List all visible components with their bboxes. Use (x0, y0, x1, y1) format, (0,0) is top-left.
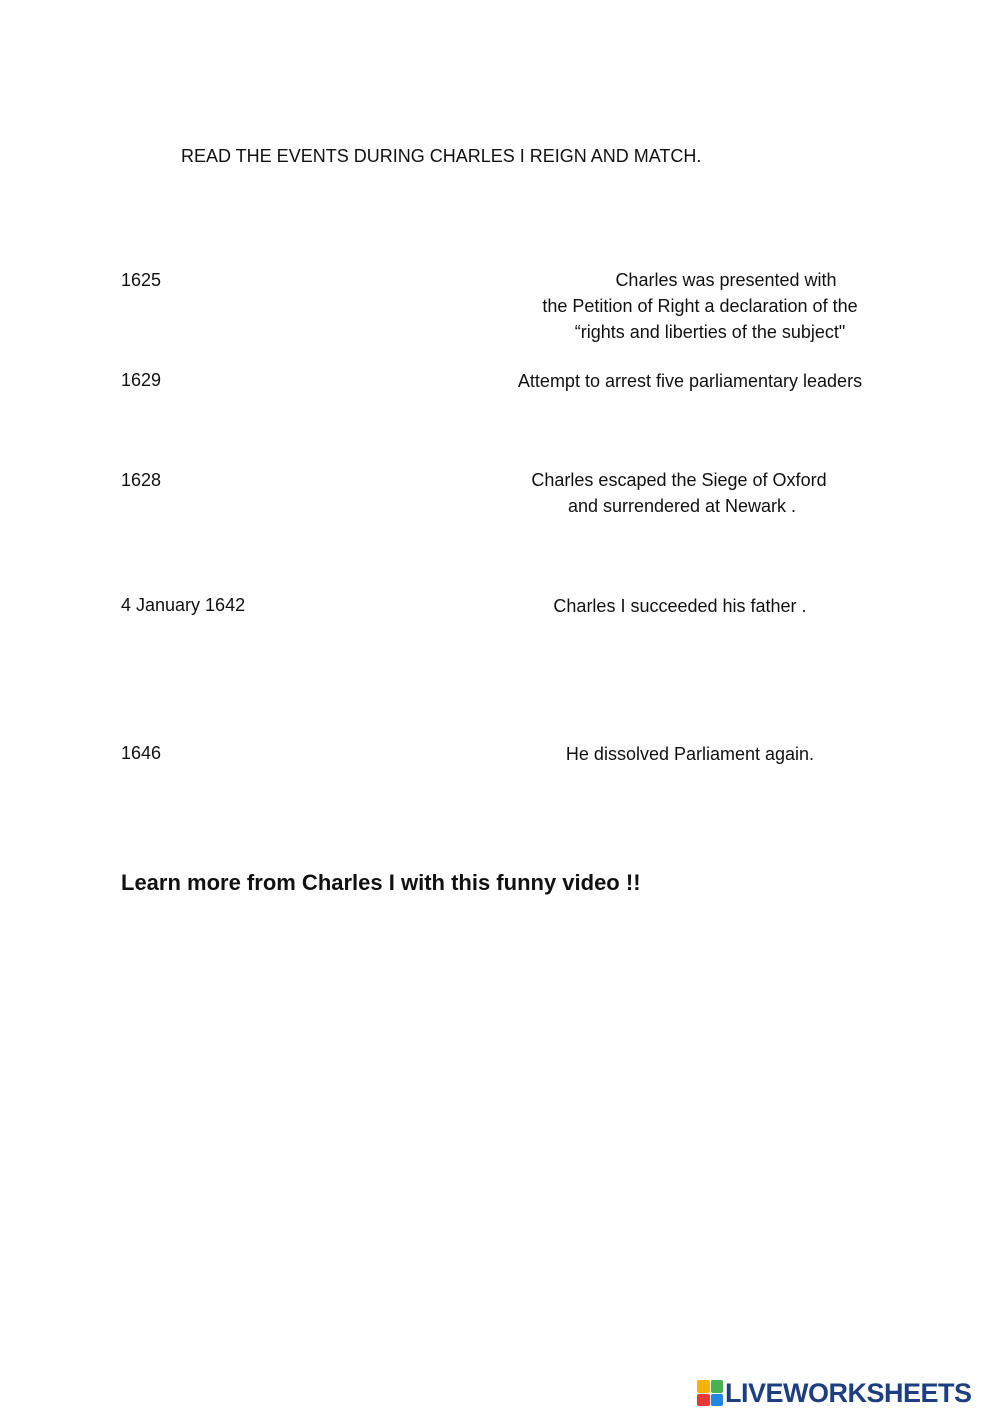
event-succeeded-father (500, 593, 860, 619)
event-line: Charles I succeeded his father . (553, 596, 807, 616)
date-1646: 1646 (121, 743, 162, 763)
event-siege-of-oxford (499, 467, 859, 519)
event-arrest-five-leaders (490, 368, 890, 394)
event-line: the Petition of Right a declaration of the (542, 296, 858, 316)
liveworksheets-brand (697, 1378, 972, 1408)
date-1629: 1629 (121, 370, 162, 390)
event-line: Charles escaped the Siege of Oxford (531, 470, 827, 490)
date-4-january-1642: 4 January 1642 (121, 595, 246, 615)
instruction-heading: READ THE EVENTS DURING CHARLES I REIGN AND MATCH. (181, 146, 702, 166)
brand-name: LIVEWORKSHEETS (725, 1377, 972, 1408)
event-line: Charles was presented with (615, 270, 837, 290)
event-line: Attempt to arrest five parliamentary leaders (517, 371, 863, 391)
liveworksheets-logo-icon (697, 1380, 723, 1406)
video-call-to-action: Learn more from Charles I with this funny video !! (121, 870, 641, 895)
date-1625: 1625 (121, 270, 162, 290)
event-petition-of-right (520, 267, 880, 345)
event-line: He dissolved Parliament again. (565, 744, 815, 764)
event-dissolved-parliament (510, 741, 870, 767)
event-line: “rights and liberties of the subject" (574, 322, 846, 342)
date-1628: 1628 (121, 470, 162, 490)
event-line: and surrendered at Newark . (567, 496, 797, 516)
